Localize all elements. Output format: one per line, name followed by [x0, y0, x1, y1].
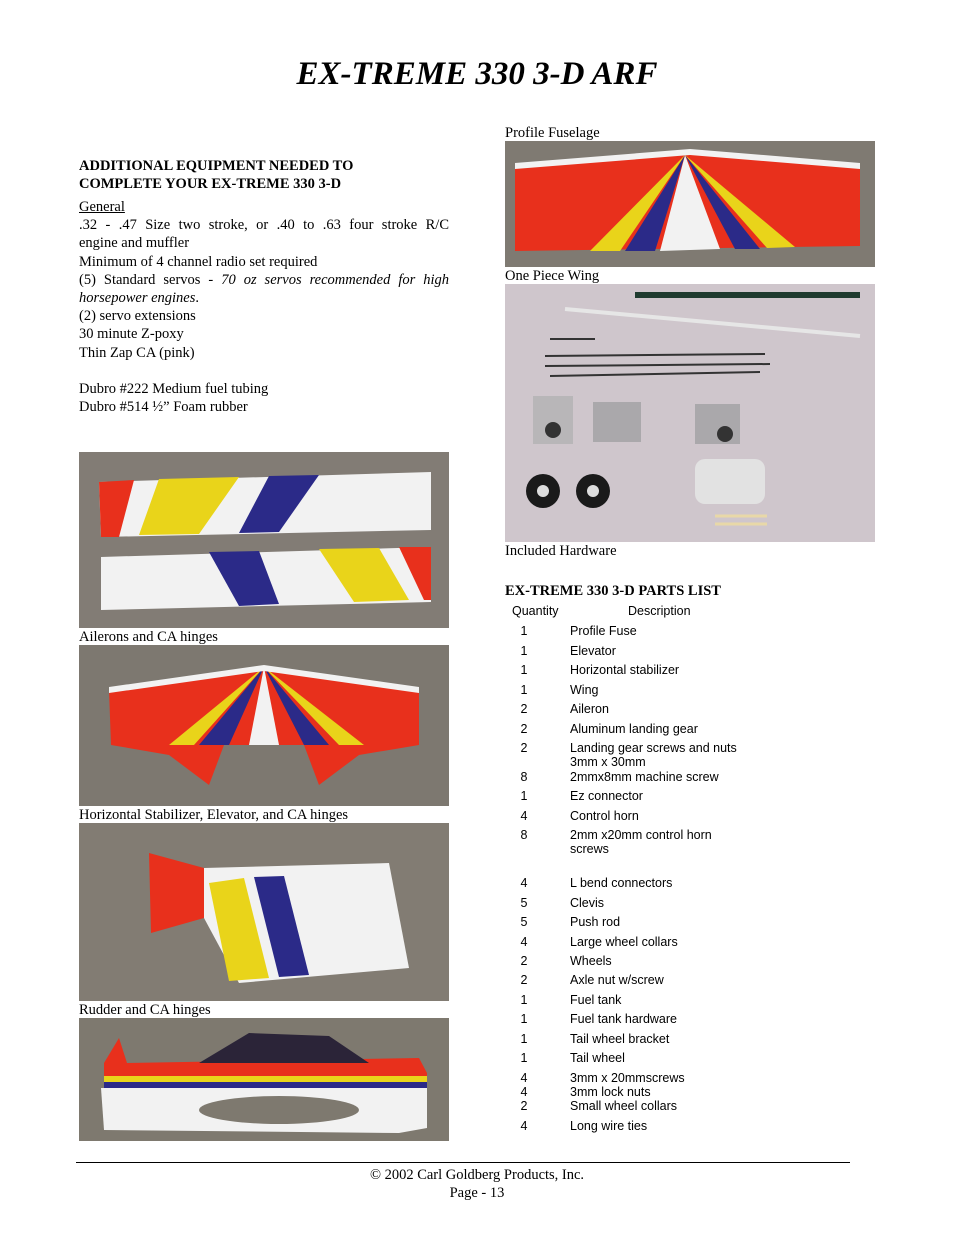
parts-desc [570, 644, 760, 658]
servos-note: 70 oz servos recommended for high [221, 271, 449, 288]
stabilizer-photo [79, 645, 449, 806]
parts-desc [570, 993, 760, 1007]
parts-desc-line: Push rod [570, 915, 621, 929]
parts-desc-line: Elevator [570, 644, 616, 658]
parts-list-heading: EX-TREME 330 3-D PARTS LIST [505, 583, 721, 599]
parts-desc [570, 722, 760, 736]
parts-desc [570, 770, 760, 784]
hardware-photo [505, 284, 875, 542]
servos-note-cont: horsepower engines [79, 290, 196, 307]
footer-copyright: © 2002 Carl Goldberg Products, Inc. [369, 1167, 585, 1183]
equipment-list [79, 198, 449, 416]
engine-line1: .32 - .47 Size two stroke, or .40 to .63 four stroke R/C [79, 217, 449, 234]
parts-desc-line: Tail wheel bracket [570, 1032, 670, 1046]
parts-desc [570, 624, 760, 638]
parts-desc-line: Small wheel collars [570, 1099, 677, 1113]
parts-desc-line: 2mmx8mm machine screw [570, 770, 719, 784]
parts-qty: 1 [520, 789, 528, 803]
zpoxy: 30 minute Z-poxy [79, 326, 184, 343]
parts-desc-line: Wheels [570, 954, 612, 968]
parts-desc-line: Aileron [570, 702, 609, 716]
parts-qty: 5 [520, 915, 528, 929]
parts-qty: 2 [520, 954, 528, 968]
fuselage-caption: Profile Fuselage [505, 125, 600, 141]
parts-qty: 2 [520, 973, 528, 987]
parts-desc [570, 789, 760, 803]
parts-qty: 2 [520, 1099, 528, 1113]
servos-count: (5) Standard servos - [79, 271, 222, 288]
footer-rule [76, 1162, 850, 1163]
servos-line1 [79, 271, 449, 289]
parts-qty: 8 [520, 828, 528, 842]
parts-desc-line: Wing [570, 683, 599, 697]
fuselage-photo [505, 141, 875, 267]
parts-desc-line: Fuel tank [570, 993, 622, 1007]
parts-desc [570, 683, 760, 697]
radio-requirement: Minimum of 4 channel radio set required [79, 253, 318, 270]
parts-desc-line: Horizontal stabilizer [570, 663, 680, 677]
parts-desc-line: Clevis [570, 896, 605, 910]
parts-desc-line: Aluminum landing gear [570, 722, 698, 736]
col-quantity: Quantity [512, 604, 559, 618]
parts-desc-line2: screws [570, 842, 609, 856]
parts-desc [570, 809, 760, 823]
parts-qty: 4 [520, 1119, 528, 1133]
parts-desc-line: 3mm lock nuts [570, 1085, 651, 1099]
parts-desc-line: Fuel tank hardware [570, 1012, 678, 1026]
hardware-caption: Included Hardware [505, 543, 617, 559]
foam-rubber: Dubro #514 ½” Foam rubber [79, 399, 248, 416]
parts-desc [570, 1085, 760, 1099]
parts-qty: 1 [520, 1012, 528, 1026]
parts-qty: 8 [520, 770, 528, 784]
parts-desc [570, 876, 760, 890]
parts-desc-line: Control horn [570, 809, 639, 823]
parts-desc [570, 973, 760, 987]
ailerons-caption: Ailerons and CA hinges [79, 629, 218, 645]
engine-line2: engine and muffler [79, 235, 190, 252]
parts-desc [570, 915, 760, 929]
servos-period: . [195, 290, 200, 307]
ailerons-photo [79, 452, 449, 628]
parts-desc-line: Axle nut w/screw [570, 973, 664, 987]
parts-qty: 1 [520, 644, 528, 658]
parts-desc-line: L bend connectors [570, 876, 673, 890]
parts-qty: 4 [520, 1085, 528, 1099]
parts-qty: 4 [520, 935, 528, 949]
parts-desc-line: Ez connector [570, 789, 643, 803]
parts-qty: 1 [520, 683, 528, 697]
footer-page: Page - 13 [449, 1185, 505, 1201]
parts-qty: 2 [520, 741, 528, 755]
parts-desc [570, 1119, 760, 1133]
parts-desc-line: 3mm x 20mmscrews [570, 1071, 685, 1085]
parts-qty: 1 [520, 1051, 528, 1065]
rudder-caption: Rudder and CA hinges [79, 1002, 211, 1018]
fuselage-side-photo [79, 1018, 449, 1141]
parts-desc [570, 1032, 760, 1046]
parts-qty: 5 [520, 896, 528, 910]
equipment-heading [79, 157, 449, 193]
parts-desc [570, 1012, 760, 1026]
parts-qty: 1 [520, 1032, 528, 1046]
equipment-heading-line2: COMPLETE YOUR EX-TREME 330 3-D [79, 176, 342, 192]
parts-qty: 4 [520, 876, 528, 890]
parts-desc-line: Profile Fuse [570, 624, 637, 638]
parts-desc [570, 663, 760, 677]
page-title: EX-TREME 330 3-D ARF [296, 56, 658, 92]
parts-desc [570, 1071, 760, 1085]
parts-qty: 1 [520, 663, 528, 677]
parts-desc-line: Long wire ties [570, 1119, 648, 1133]
general-label: General [79, 199, 125, 215]
parts-qty: 4 [520, 809, 528, 823]
stabilizer-caption: Horizontal Stabilizer, Elevator, and CA hinges [79, 807, 349, 823]
parts-desc [570, 954, 760, 968]
wing-caption: One Piece Wing [505, 268, 600, 284]
parts-desc [570, 935, 760, 949]
parts-desc [570, 741, 760, 769]
parts-desc [570, 828, 760, 856]
parts-qty: 2 [520, 702, 528, 716]
zap-ca: Thin Zap CA (pink) [79, 344, 195, 361]
parts-desc-line: Large wheel collars [570, 935, 678, 949]
col-description: Description [628, 604, 691, 618]
parts-desc-line2: 3mm x 30mm [570, 755, 646, 769]
parts-desc [570, 896, 760, 910]
parts-desc-line: 2mm x20mm control horn [570, 828, 712, 842]
fuel-tubing: Dubro #222 Medium fuel tubing [79, 381, 269, 398]
rudder-photo [79, 823, 449, 1001]
parts-desc-line: Landing gear screws and nuts [570, 741, 737, 755]
servos-line2 [79, 289, 449, 307]
parts-desc [570, 1099, 760, 1113]
parts-qty: 1 [520, 624, 528, 638]
parts-desc [570, 702, 760, 716]
parts-qty: 2 [520, 722, 528, 736]
equipment-heading-line1: ADDITIONAL EQUIPMENT NEEDED TO [79, 158, 354, 174]
parts-desc-line: Tail wheel [570, 1051, 625, 1065]
parts-qty: 4 [520, 1071, 528, 1085]
parts-qty: 1 [520, 993, 528, 1007]
parts-desc [570, 1051, 760, 1065]
servo-extensions: (2) servo extensions [79, 308, 196, 325]
